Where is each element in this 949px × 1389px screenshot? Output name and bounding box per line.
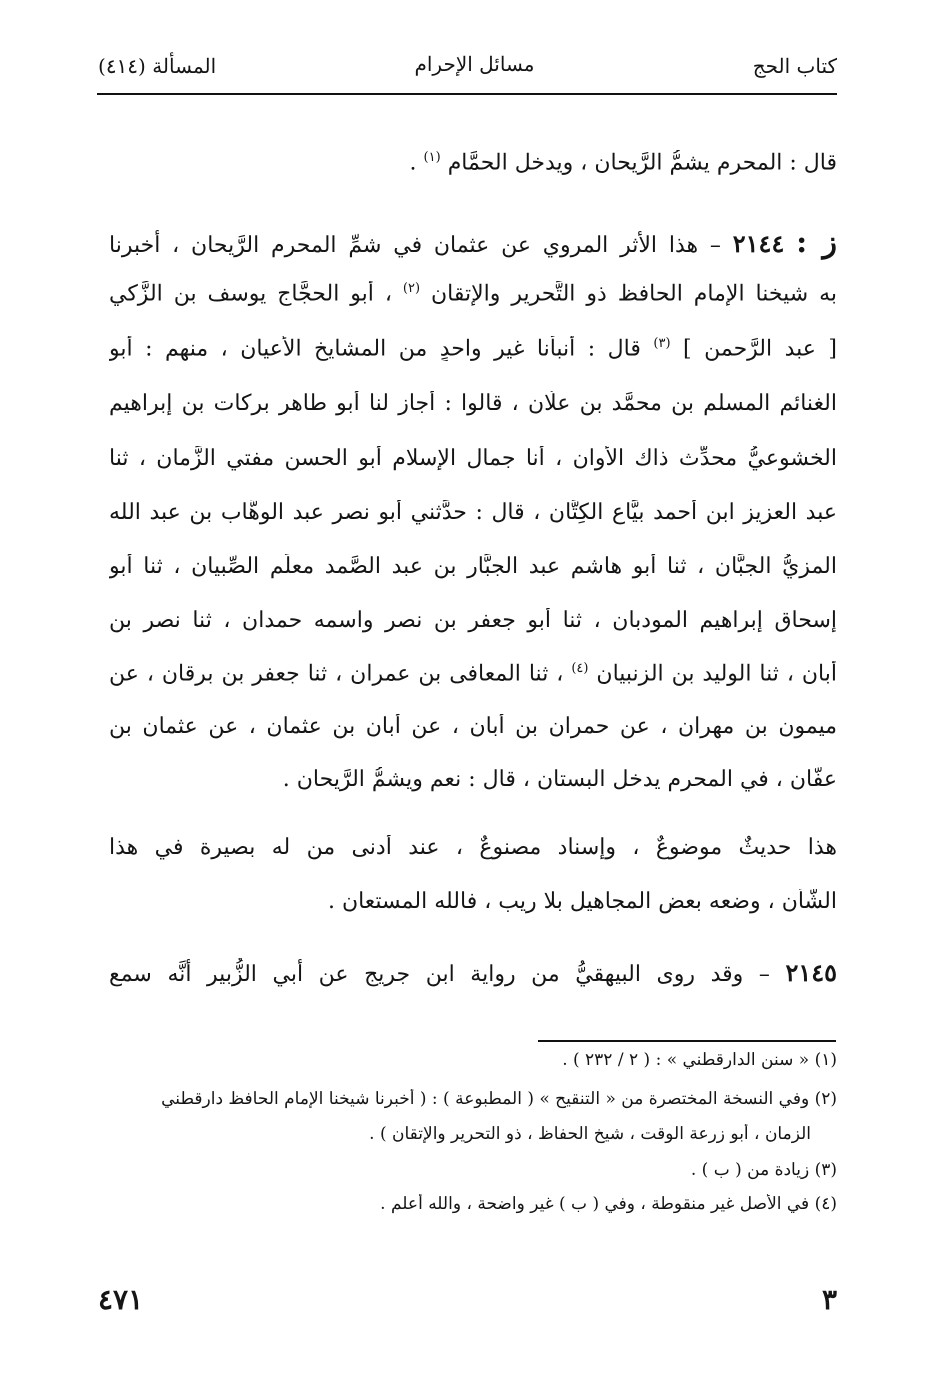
- entry-2145-text: – وقد روى البيهقيُّ من رواية ابن جريج عن أبي الزُّبير أنَّه سمع: [109, 962, 770, 987]
- intro-line: [109, 150, 837, 175]
- header-book-title: كتاب الحج: [752, 54, 837, 78]
- footnote-3: (٣) زيادة من ( ب ) .: [690, 1160, 837, 1180]
- entry-2144-line-2: [109, 281, 837, 306]
- entry-2144-line-10: ميمون بن مهران ، عن حمران بن أبان ، عن أبان بن عثمان ، عن عثمان بن: [109, 714, 837, 739]
- header-issue-number: المسألة (٤١٤): [98, 54, 217, 78]
- entry-2144-text-2b: ، أبو الحجَّاج يوسف بن الزَّكي: [109, 281, 392, 307]
- header-divider: [97, 93, 837, 95]
- page-number-left: ٤٧١: [98, 1283, 144, 1316]
- footnote-2: (٢) وفي النسخة المختصرة من « التنقيح » ( المطبوعة ) : ( أخبرنا شيخنا الإمام الحافظ دارقطني: [161, 1089, 837, 1109]
- entry-2144-text-2a: به شيخنا الإمام الحافظ ذو التَّحرير والإتقان: [431, 281, 837, 307]
- footnote-ref-3: (٣): [653, 336, 671, 351]
- entry-marker: ز :: [796, 225, 837, 260]
- entry-2144-text-1: – هذا الأثر المروي عن عثمان في شمِّ المحرم الرَّيحان ، أخبرنا: [109, 233, 721, 258]
- header-chapter-title: مسائل الإحرام: [414, 52, 535, 76]
- footnote-4: (٤) في الأصل غير منقوطة ، وفي ( ب ) غير واضحة ، والله أعلم .: [380, 1194, 837, 1214]
- intro-end: .: [409, 150, 417, 176]
- entry-2145-line: [109, 958, 837, 987]
- entry-2144-line-7: المزيُّ الجبَّان ، ثنا أبو هاشم عبد الجبَّار بن عبد الصَّمد معلِّم الصِّبيان ، ثنا أبو: [109, 554, 837, 579]
- footnote-2-continued: الزمان ، أبو زرعة الوقت ، شيخ الحفاظ ، ذو التحرير والإتقان ) .: [369, 1124, 811, 1144]
- entry-2144-text-9b: ، ثنا المعافى بن عمران ، ثنا جعفر بن برقان ، عن: [109, 661, 564, 687]
- entry-2144-line-11: عفَّان ، في المحرم يدخل البستان ، قال : نعم ويشمُّ الرَّيحان .: [282, 767, 837, 792]
- entry-2145-number: ٢١٤٥: [785, 958, 837, 987]
- page-number-right: ٣: [821, 1283, 837, 1316]
- entry-2144-line-8: إسحاق إبراهيم المودبان ، ثنا أبو جعفر بن نصر واسمه حمدان ، ثنا نصر بن: [109, 608, 837, 633]
- entry-2144-text-9a: أبان ، ثنا الوليد بن الزنبيان: [596, 661, 837, 687]
- entry-2144-line-1: [109, 225, 837, 260]
- entry-2144-line-3: [109, 336, 837, 361]
- footnote-ref-2: (٢): [402, 281, 421, 296]
- entry-2144-text-3b: قال : أنبأنا غير واحدٍ من المشايخ الأعيان ، منهم : أبو: [109, 336, 641, 362]
- comment-line-1: هذا حديثٌ موضوعٌ ، وإسناد مصنوعٌ ، عند أدنى من له بصيرة في هذا: [109, 835, 837, 860]
- footnote-ref-4: (٤): [571, 661, 589, 676]
- entry-2144-line-5: الخشوعيُّ محدِّث ذاك الأوان ، أنا جمال الإسلام أبو الحسن مفتي الزَّمان ، ثنا: [109, 446, 837, 471]
- intro-text: قال : المحرم يشمُّ الرَّيحان ، ويدخل الحمَّام: [447, 150, 837, 176]
- footnote-divider: [538, 1040, 836, 1042]
- comment-line-2: الشَّأن ، وضعه بعض المجاهيل بلا ريب ، فالله المستعان .: [327, 889, 837, 914]
- entry-2144-line-4: الغنائم المسلم بن محمَّد بن علَّان ، قالوا : أجاز لنا أبو طاهر بركات بن إبراهيم: [109, 391, 837, 416]
- entry-2144-line-9: [109, 661, 837, 686]
- entry-2144-number: ٢١٤٤: [732, 229, 785, 258]
- entry-2144-line-6: عبد العزيز ابن أحمد بيَّاع الكِتَّان ، قال : حدَّثني أبو نصر عبد الوهَّاب بن عبد الله: [109, 500, 837, 525]
- entry-2144-text-3a: [ عبد الرَّحمن ]: [683, 336, 837, 362]
- footnote-ref-1: (١): [423, 150, 441, 165]
- footnote-1: (١) « سنن الدارقطني » : ( ٢ / ٢٣٢ ) .: [562, 1050, 837, 1070]
